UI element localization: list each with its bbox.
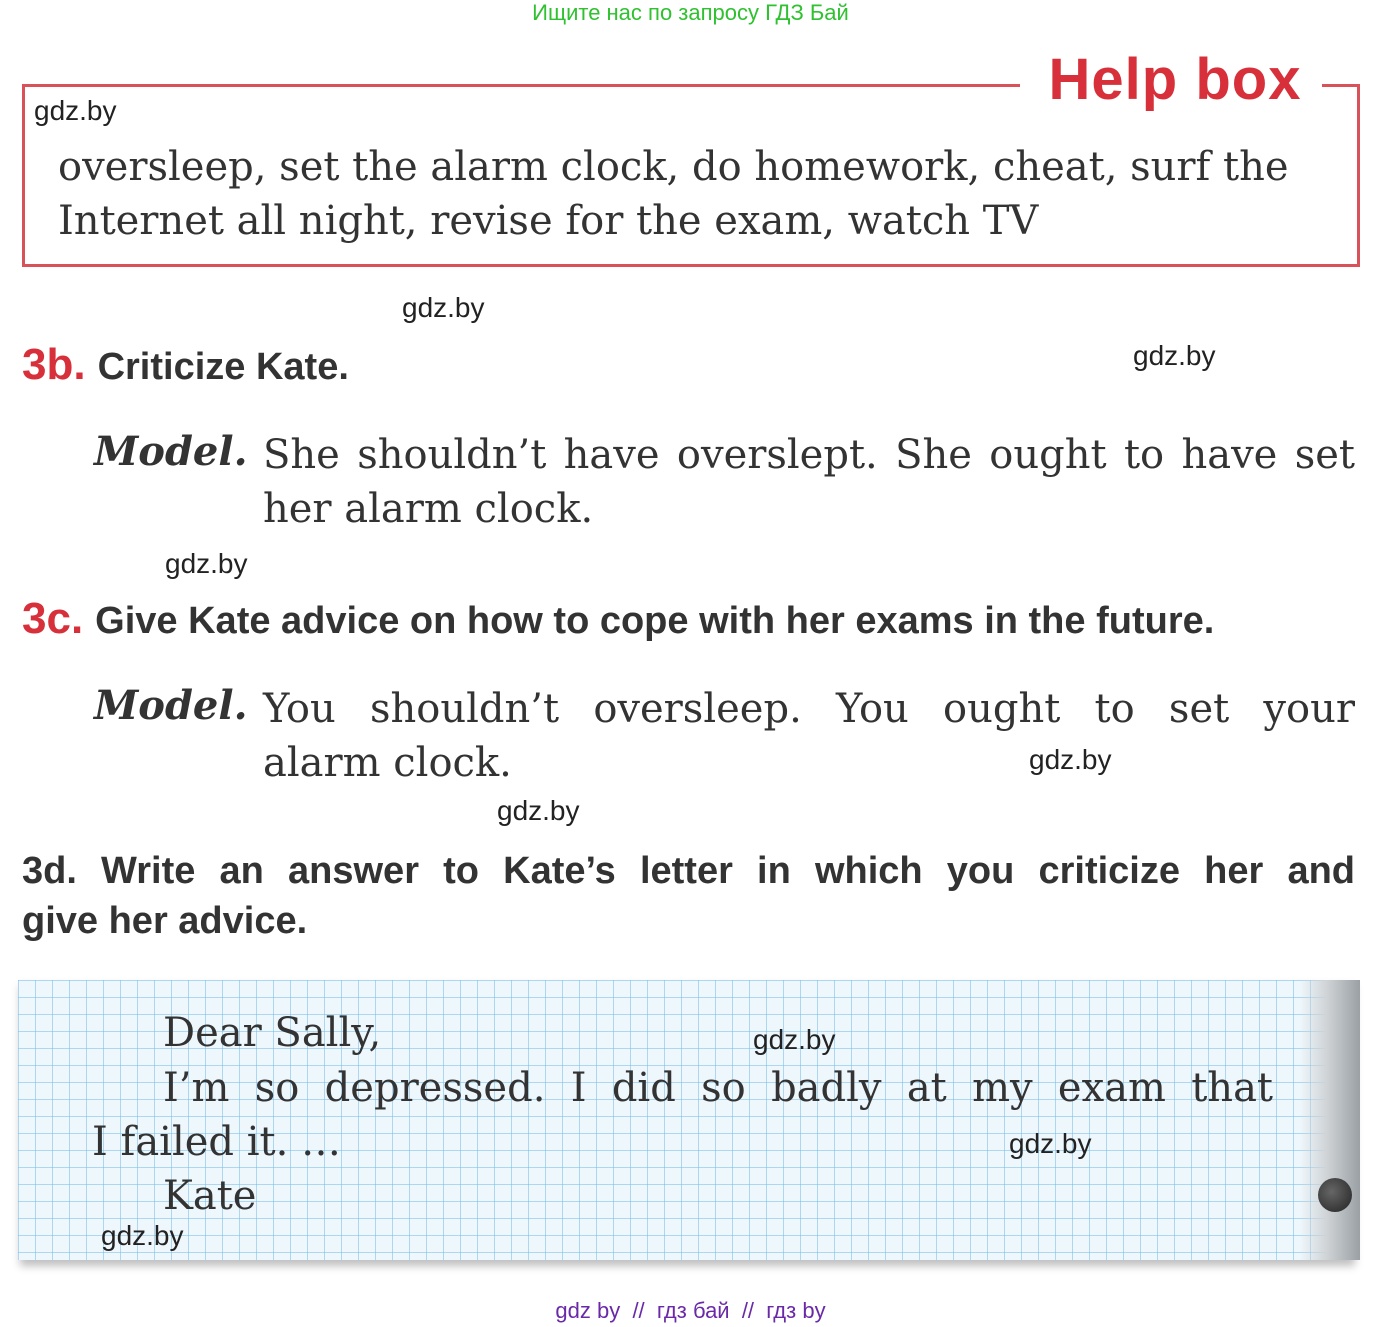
task-3d-line: give her advice. xyxy=(22,900,308,942)
watermark: gdz.by xyxy=(1133,340,1216,371)
watermark: gdz.by xyxy=(34,95,117,126)
help-box-text-line: Internet all night, revise for the exam, watch TV xyxy=(58,198,1039,244)
paper-curl-shadow xyxy=(1318,1178,1352,1212)
model-text-line: her alarm clock. xyxy=(263,486,594,532)
task-instruction: Give Kate advice on how to cope with her exams in the future. xyxy=(95,600,1215,642)
letter-body-line: I’m so depressed. I did so badly at my exam that xyxy=(163,1065,1273,1111)
task-instruction: Criticize Kate. xyxy=(97,346,349,388)
watermark: gdz.by xyxy=(497,795,580,826)
watermark: gdz.by xyxy=(165,548,248,579)
help-box-title: Help box xyxy=(1048,47,1302,112)
paper-curl xyxy=(1300,980,1360,1260)
help-box-text xyxy=(58,140,1338,248)
help-box-top-border-left xyxy=(22,84,1020,87)
task-3d-line: 3d. Write an answer to Kate’s letter in which you criticize her and xyxy=(22,850,1355,892)
watermark: gdz.by xyxy=(753,1024,836,1055)
letter-greeting: Dear Sally, xyxy=(163,1010,382,1056)
watermark: gdz.by xyxy=(1029,744,1112,775)
watermark: gdz.by xyxy=(101,1220,184,1251)
letter-body-line: I failed it. … xyxy=(92,1119,342,1165)
help-box-top-border-right xyxy=(1322,84,1357,87)
top-banner: Ищите нас по запросу ГДЗ Бай xyxy=(532,0,849,25)
model-text xyxy=(263,682,1355,790)
task-number: 3c. xyxy=(22,594,84,643)
watermark: gdz.by xyxy=(1009,1128,1092,1159)
task-3c-heading xyxy=(22,594,1214,644)
task-3d-instruction xyxy=(22,846,1355,946)
letter-signature: Kate xyxy=(163,1173,257,1219)
model-text-line: alarm clock. xyxy=(263,740,512,786)
help-box-text-line: oversleep, set the alarm clock, do homework, cheat, surf the xyxy=(58,144,1289,190)
model-text xyxy=(263,428,1355,536)
model-text-line: She shouldn’t have overslept. She ought to have set xyxy=(263,432,1355,478)
watermark: gdz.by xyxy=(402,292,485,323)
model-text-line: You shouldn’t oversleep. You ought to set your xyxy=(263,686,1355,732)
footer-links: gdz by // гдз бай // гдз by xyxy=(555,1298,826,1323)
model-label: Model. xyxy=(94,428,248,475)
task-3b-heading xyxy=(22,340,349,390)
model-label: Model. xyxy=(94,682,248,729)
task-number: 3b. xyxy=(22,340,86,389)
